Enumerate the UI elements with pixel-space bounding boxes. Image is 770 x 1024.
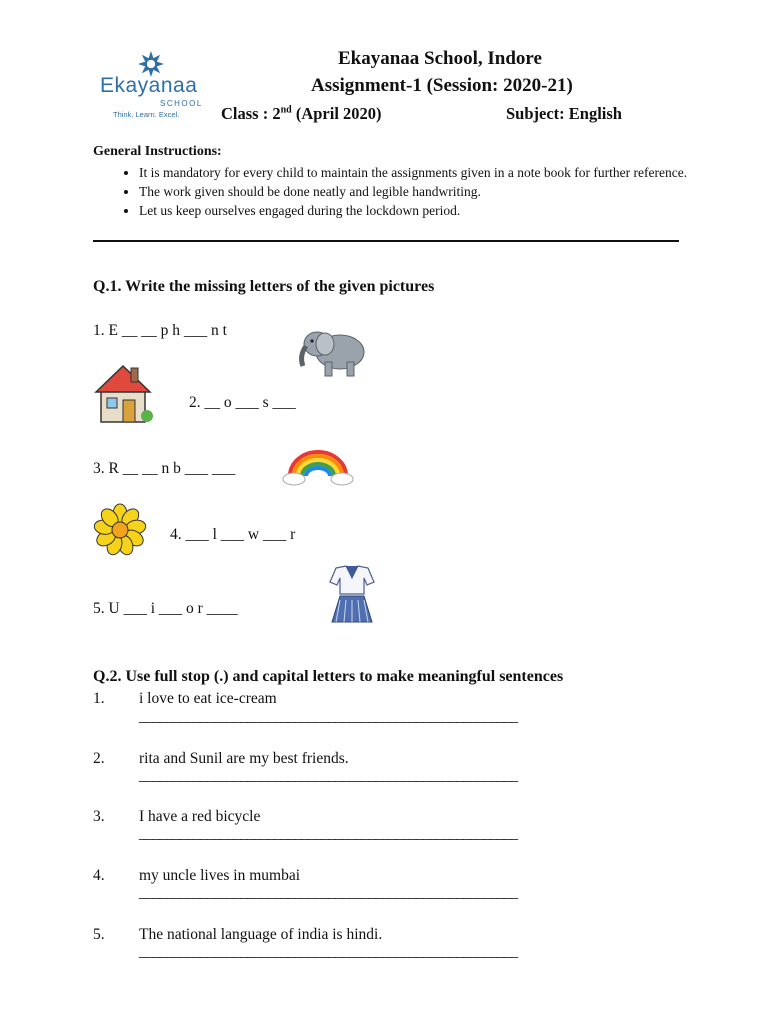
q2-item-text: my uncle lives in mumbai xyxy=(139,867,301,884)
q2-item-number: 3. xyxy=(93,808,105,825)
answer-line[interactable]: ________________________________________________________ xyxy=(139,767,517,784)
instruction-item: • Let us keep ourselves engaged during the lockdown period. xyxy=(139,201,719,220)
q2-item-number: 1. xyxy=(93,690,105,707)
assignment-title: Assignment-1 (Session: 2020-21) xyxy=(311,75,573,96)
instruction-item: • It is mandatory for every child to maintain the assignments given in a note book for further reference. xyxy=(139,163,719,182)
q2-item-text: rita and Sunil are my best friends. xyxy=(139,750,349,767)
instructions-title: General Instructions: xyxy=(93,144,222,159)
q2-item-number: 2. xyxy=(93,750,105,767)
q1-title: Q.1. Write the missing letters of the given pictures xyxy=(93,278,435,295)
answer-line[interactable]: ________________________________________________________ xyxy=(139,708,517,725)
q2-item-text: i love to eat ice-cream xyxy=(139,690,277,707)
class-label: Class : 2nd (April 2020) xyxy=(221,104,382,123)
q2-title: Q.2. Use full stop (.) and capital letters to make meaningful sentences xyxy=(93,668,564,685)
instructions-list xyxy=(93,163,719,220)
rainbow-icon xyxy=(282,444,354,486)
section-divider xyxy=(93,240,679,242)
q1-item-house: 2. __ o ___ s ___ xyxy=(189,394,296,411)
q1-item-uniform: 5. U ___ i ___ o r ____ xyxy=(93,600,238,617)
house-icon xyxy=(93,360,155,426)
q1-item-rainbow: 3. R __ __ n b ___ ___ xyxy=(93,460,236,477)
q1-item-elephant: 1. E __ __ p h ___ n t xyxy=(93,322,227,339)
instruction-item: • The work given should be done neatly and legible handwriting. xyxy=(139,182,719,201)
answer-line[interactable]: ________________________________________________________ xyxy=(139,943,517,960)
elephant-icon xyxy=(295,322,370,380)
q2-item-text: The national language of india is hindi. xyxy=(139,926,383,943)
logo-tagline: Think. Learn. Excel. xyxy=(113,110,180,119)
subject-label: Subject: English xyxy=(506,104,622,123)
q2-item-number: 4. xyxy=(93,867,105,884)
logo-school-text: SCHOOL xyxy=(160,99,203,108)
answer-line[interactable]: ________________________________________________________ xyxy=(139,884,517,901)
school-name: Ekayanaa School, Indore xyxy=(338,48,542,69)
q1-item-flower: 4. ___ l ___ w ___ r xyxy=(170,526,296,543)
uniform-icon xyxy=(326,562,378,628)
q2-item-number: 5. xyxy=(93,926,105,943)
logo-wordmark: Ekayanaa xyxy=(100,74,198,97)
q2-item-text: I have a red bicycle xyxy=(139,808,261,825)
flower-icon xyxy=(90,503,150,557)
answer-line[interactable]: ________________________________________________________ xyxy=(139,825,517,842)
